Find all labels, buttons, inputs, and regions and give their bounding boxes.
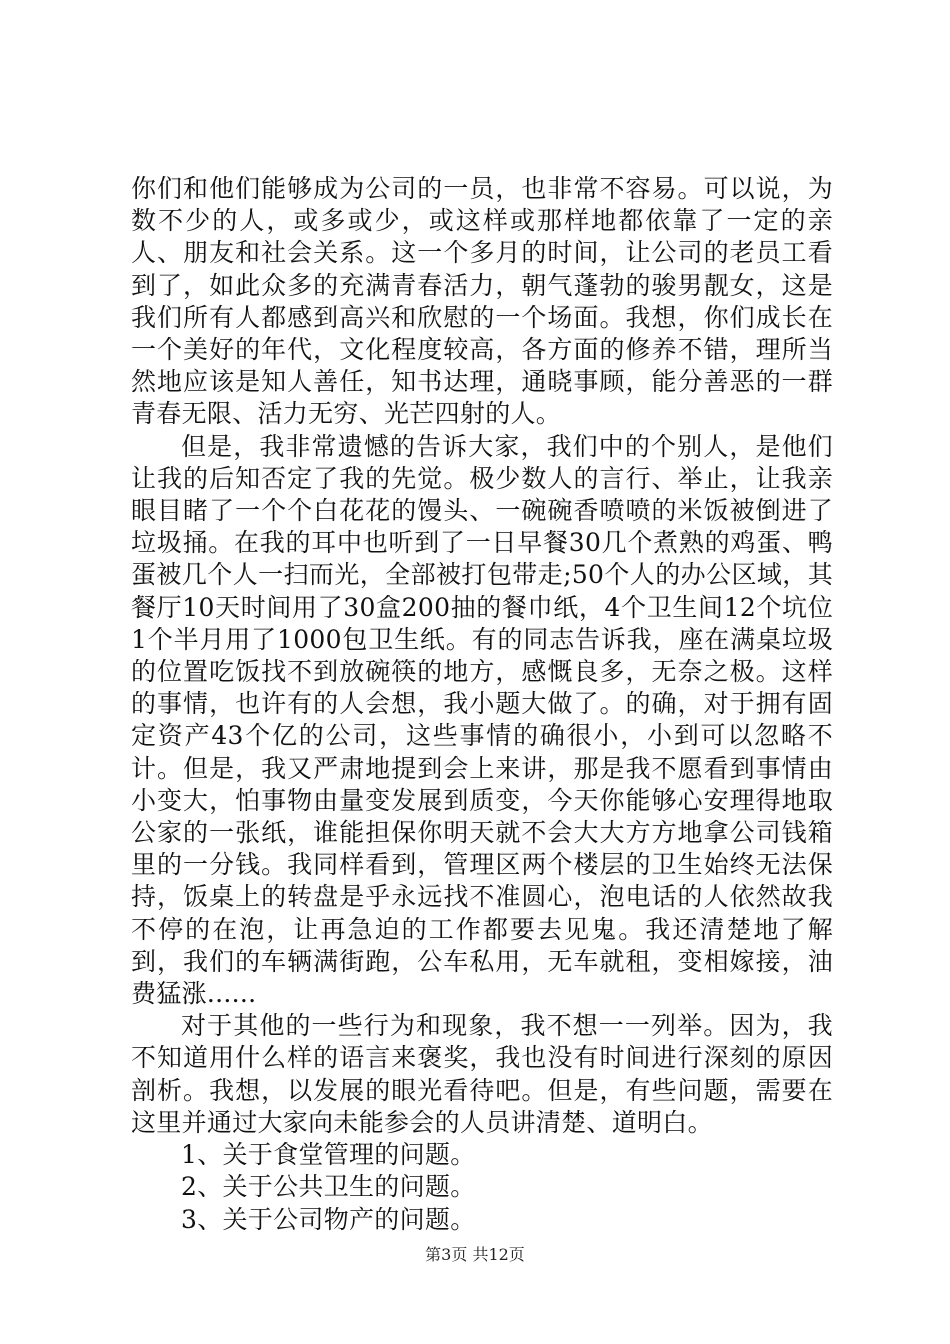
paragraph: 你们和他们能够成为公司的一员，也非常不容易。可以说，为数不少的人，或多或少，或这样或那样地都依靠了一定的亲人、朋友和社会关系。这一个多月的时间，让公司的老员工看到了，如此众多的充满青春活力，朝气蓬勃的骏男靓女，这是我们所有人都感到高兴和欣慰的一个场面。我想，你们成长在一个美好的年代，文化程度较高，各方面的修养不错，理所当然地应该是知人善任，知书达理，通晓事顾，能分善恶的一群青春无限、活力无穷、光芒四射的人。 <box>131 174 833 429</box>
document-body <box>131 173 833 1236</box>
list-item: 3、关于公司物产的问题。 <box>181 1204 476 1234</box>
page-number-footer: 第3页 共12页 <box>425 1245 525 1264</box>
list-item: 2、关于公共卫生的问题。 <box>181 1172 476 1202</box>
paragraph: 但是，我非常遗憾的告诉大家，我们中的个别人，是他们让我的后知否定了我的先觉。极少数人的言行、举止，让我亲眼目睹了一个个白花花的馒头、一碗碗香喷喷的米饭被倒进了垃圾捅。在我的耳中也听到了一日早餐30几个煮熟的鸡蛋、鸭蛋被几个人一扫而光，全部被打包带走;50个人的办公区域，其餐厅10天时间用了30盒200抽的餐巾纸，4个卫生间12个坑位1个半月用了1000包卫生纸。有的同志告诉我，座在满桌垃圾的位置吃饭找不到放碗筷的地方，感慨良多，无奈之极。这样的事情，也许有的人会想，我小题大做了。的确，对于拥有固定资产43个亿的公司，这些事情的确很小，小到可以忽略不计。但是，我又严肃地提到会上来讲，那是我不愿看到事情由小变大，怕事物由量变发展到质变，今天你能够心安理得地取公家的一张纸，谁能担保你明天就不会大大方方地拿公司钱箱里的一分钱。我同样看到，管理区两个楼层的卫生始终无法保持，饭桌上的转盘是乎永远找不准圆心，泡电话的人依然故我不停的在泡，让再急迫的工作都要去见鬼。我还清楚地了解到，我们的车辆满街跑，公车私用，无车就租，变相嫁接，油费猛涨...... <box>131 431 833 1009</box>
paragraph: 对于其他的一些行为和现象，我不想一一列举。因为，我不知道用什么样的语言来褒奖，我也没有时间进行深刻的原因剖析。我想，以发展的眼光看待吧。但是，有些问题，需要在这里并通过大家向未能参会的人员讲清楚、道明白。 <box>131 1011 833 1137</box>
list-item: 1、关于食堂管理的问题。 <box>181 1140 476 1170</box>
